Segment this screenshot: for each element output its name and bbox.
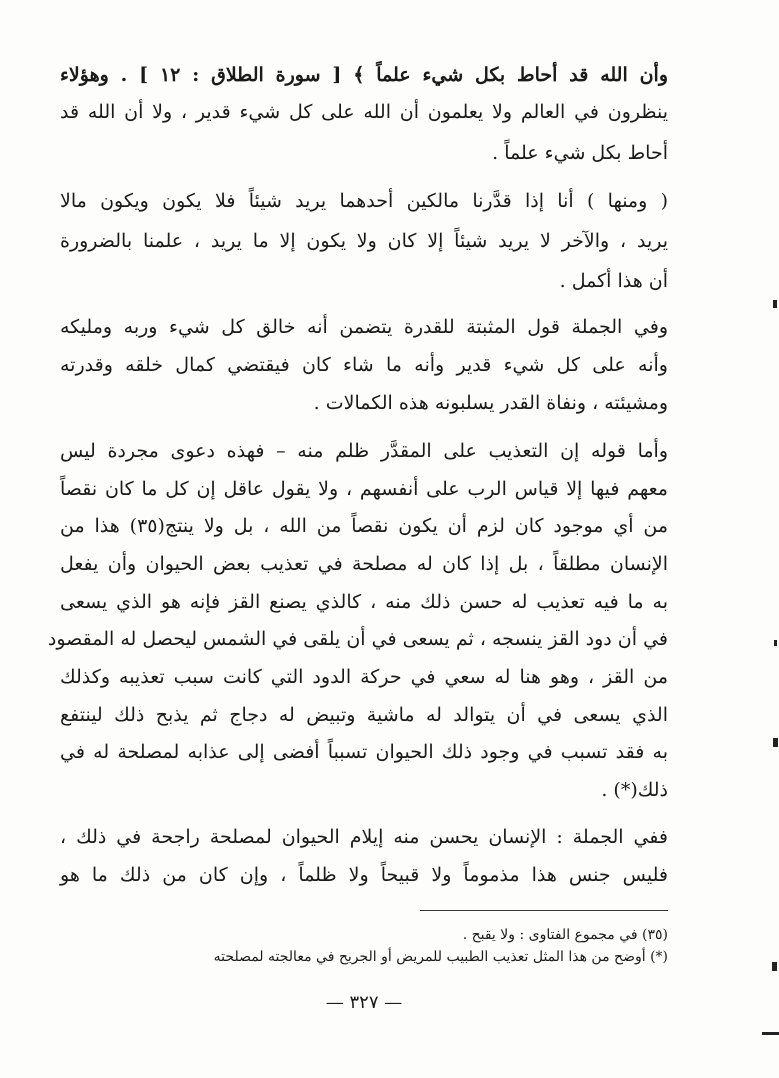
page-number: — ٣٢٧ — xyxy=(325,992,403,1013)
text-line: وأنه على كل شيء قدير وأنه ما شاء كان فيقتضي كمال خلقه وقدرته xyxy=(60,354,668,376)
footnote: (*) أوضح من هذا المثل تعذيب الطبيب للمريض أو الجريح في معالجته لمصلحته xyxy=(213,949,668,965)
book-page xyxy=(47,0,669,1078)
text-line: الذي يسعى في أن يتوالد له ماشية وتبيض له دجاج ثم يذبح ذلك لينتفع xyxy=(60,704,668,726)
scan-mark xyxy=(773,300,777,308)
text-line: معهم فيها إلا قياس الرب على أنفسهم ، ولا يقول عاقل إن كل ما كان نقصاً xyxy=(60,478,668,500)
text-line: فليس جنس هذا مذموماً ولا قبيحاً ولا ظلماً ، وإن كان من ذلك ما هو xyxy=(60,864,668,886)
text-line: من أي موجود كان لزم أن يكون نقصاً من الله ، بل ولا ينتج(٣٥) هذا من xyxy=(60,515,668,537)
scan-mark xyxy=(773,738,778,747)
text-line: أحاط بكل شيء علماً . xyxy=(492,142,668,164)
text-line: به ما فيه تعذيب له حسن ذلك منه ، كالذي يصنع القز فإنه هو الذي يسعى xyxy=(60,591,668,613)
text-line: يريد ، والآخر لا يريد شيئاً إلا كان ولا يكون إلا ما يريد ، علمنا بالضرورة xyxy=(60,230,668,252)
text-line: ومشيئته ، ونفاة القدر يسلبونه هذه الكمالات . xyxy=(313,392,668,414)
scan-mark xyxy=(772,962,777,971)
text-line: في أن دود القز ينسجه ، ثم يسعى في أن يلقى في الشمس ليحصل له المقصود xyxy=(47,628,668,650)
text-line: ( ومنها ) أنا إذا قدَّرنا مالكين أحدهما يريد شيئاً فلا يكون ويكون مالا xyxy=(60,190,669,212)
text-line: ينظرون في العالم ولا يعلمون أن الله على كل شيء قدير ، ولا أن الله قد xyxy=(60,101,668,123)
text-line: وفي الجملة قول المثبتة للقدرة يتضمن أنه خالق كل شيء وربه ومليكه xyxy=(60,316,668,338)
text-line: به فقد تسبب في وجود ذلك الحيوان تسبباً أفضى إلى عذابه لمصلحة له في xyxy=(60,741,668,763)
footnote: (٣٥) في مجموع الفتاوى : ولا يقبح . xyxy=(462,927,668,943)
text-line: ففي الجملة : الإنسان يحسن منه إيلام الحيوان لمصلحة راجحة في ذلك ، xyxy=(60,826,668,848)
footnote-separator xyxy=(420,910,668,911)
scan-mark xyxy=(774,640,777,646)
text-line: وأن الله قد أحاط بكل شيء علماً ﴾ [ سورة الطلاق : ١٢ ] . وهؤلاء xyxy=(60,64,669,86)
scan-mark xyxy=(762,1032,779,1035)
text-line: ذلك(*) . xyxy=(601,779,668,801)
text-line: وأما قوله إن التعذيب على المقدَّر ظلم منه – فهذه دعوى مجردة ليس xyxy=(60,440,668,462)
text-line: أن هذا أكمل . xyxy=(559,270,668,292)
text-line: الإنسان مطلقاً ، بل إذا كان له مصلحة في تعذيب بعض الحيوان وأن يفعل xyxy=(60,553,668,575)
text-line: من القز ، وهو هنا له سعي في حركة الدود التي كانت سبب تعذيبه وكذلك xyxy=(60,666,668,688)
